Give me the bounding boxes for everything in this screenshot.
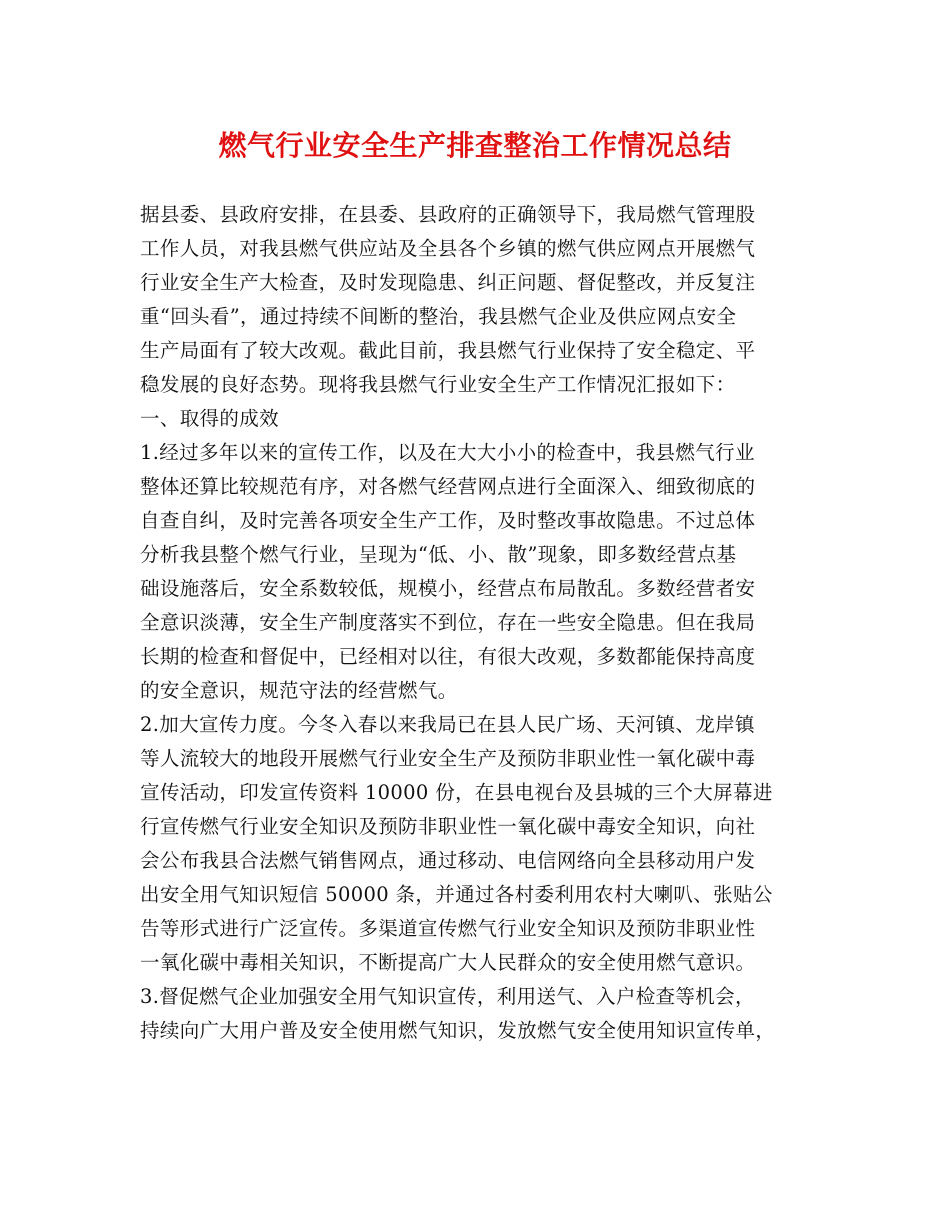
text-line: 稳发展的良好态势。现将我县燃气行业安全生产工作情况汇报如下： <box>140 373 736 396</box>
text-line: 出安全用气知识短信 50000 条，并通过各村委利用农村大喇叭、张贴公 <box>140 883 773 906</box>
text-line: 一氧化碳中毒相关知识，不断提高广大人民群众的安全使用燃气意识。 <box>140 951 756 974</box>
text-line: 工作人员，对我县燃气供应站及全县各个乡镇的燃气供应网点开展燃气 <box>140 237 756 260</box>
text-line: 础设施落后，安全系数较低，规模小，经营点布局散乱。多数经营者安 <box>140 577 756 600</box>
text-line: 一、取得的成效 <box>140 407 279 430</box>
text-line: 重“回头看”，通过持续不间断的整治，我县燃气企业及供应网点安全 <box>140 305 737 328</box>
text-line: 宣传活动，印发宣传资料 10000 份，在县电视台及县城的三个大屏幕进 <box>140 781 773 804</box>
text-line: 生产局面有了较大改观。截此目前，我县燃气行业保持了安全稳定、平 <box>140 339 756 362</box>
text-line: 持续向广大用户普及安全使用燃气知识，发放燃气安全使用知识宣传单， <box>140 1019 776 1042</box>
text-line: 会公布我县合法燃气销售网点，通过移动、电信网络向全县移动用户发 <box>140 849 756 872</box>
text-line: 自查自纠，及时完善各项安全生产工作，及时整改事故隐患。不过总体 <box>140 509 756 532</box>
text-line: 3.督促燃气企业加强安全用气知识宣传，利用送气、入户检查等机会， <box>140 985 755 1008</box>
document-title: 燃气行业安全生产排查整治工作情况总结 <box>218 129 732 162</box>
text-line: 2.加大宣传力度。今冬入春以来我局已在县人民广场、天河镇、龙岸镇 <box>140 713 755 736</box>
text-line: 全意识淡薄，安全生产制度落实不到位，存在一些安全隐患。但在我局 <box>140 611 756 634</box>
text-line: 分析我县整个燃气行业，呈现为“低、小、散”现象，即多数经营点基 <box>140 543 737 566</box>
document-body <box>140 198 820 1048</box>
text-line: 告等形式进行广泛宣传。多渠道宣传燃气行业安全知识及预防非职业性 <box>140 917 756 940</box>
text-line: 行业安全生产大检查，及时发现隐患、纠正问题、督促整改，并反复注 <box>140 271 756 294</box>
text-line: 1.经过多年以来的宣传工作，以及在大大小小的检查中，我县燃气行业 <box>140 441 755 464</box>
text-line: 长期的检查和督促中，已经相对以往，有很大改观，多数都能保持高度 <box>140 645 756 668</box>
text-line: 行宣传燃气行业安全知识及预防非职业性一氧化碳中毒安全知识，向社 <box>140 815 756 838</box>
text-line: 整体还算比较规范有序，对各燃气经营网点进行全面深入、细致彻底的 <box>140 475 756 498</box>
text-line: 据县委、县政府安排，在县委、县政府的正确领导下，我局燃气管理股 <box>140 203 756 226</box>
text-line: 的安全意识，规范守法的经营燃气。 <box>140 679 458 702</box>
text-line: 等人流较大的地段开展燃气行业安全生产及预防非职业性一氧化碳中毒 <box>140 747 756 770</box>
